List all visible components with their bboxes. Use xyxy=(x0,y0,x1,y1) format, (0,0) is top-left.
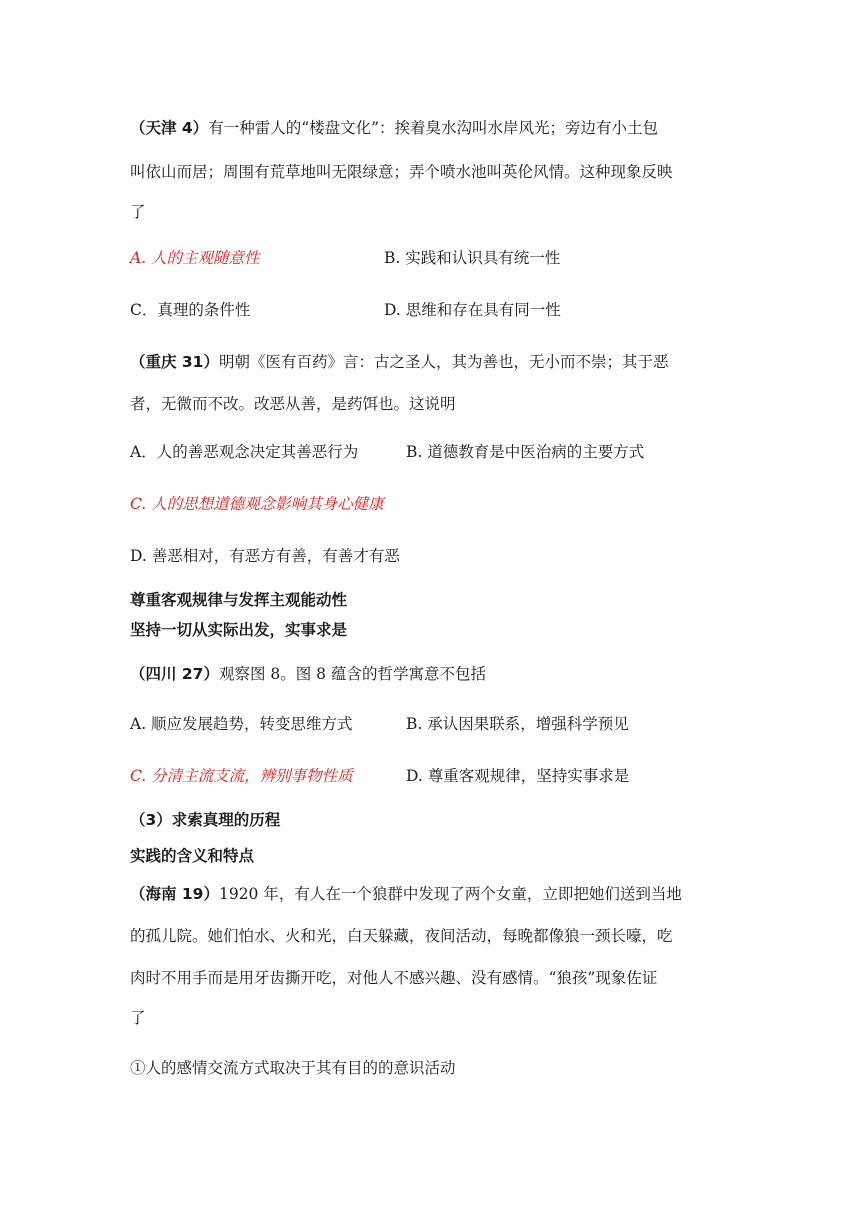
q3-option-c: C. 分清主流支流，辨别事物性质 xyxy=(130,767,353,785)
q1-line1 xyxy=(130,118,658,138)
q3-line1 xyxy=(130,664,486,684)
q1-option-b: B. 实践和认识具有统一性 xyxy=(384,249,561,267)
q4-line4: 了 xyxy=(130,1009,146,1027)
q4-item-1: ①人的感情交流方式取决于其有目的的意识活动 xyxy=(130,1059,456,1077)
q1-text-1: 有一种雷人的“楼盘文化”：挨着臭水沟叫水岸风光；旁边有小土包 xyxy=(208,119,659,137)
q4-line1 xyxy=(130,884,682,904)
q2-source: （重庆 31） xyxy=(130,353,219,371)
q4-line2: 的孤儿院。她们怕水、火和光，白天躲藏，夜间活动，每晚都像狼一颈长嚎，吃 xyxy=(130,927,673,945)
q2-option-a: A．人的善恶观念决定其善恶行为 xyxy=(130,443,359,461)
q1-source: （天津 4） xyxy=(130,119,209,137)
q3-text-1: 观察图 8。图 8 蕴含的哲学寓意不包括 xyxy=(218,665,486,683)
section-heading-2: 坚持一切从实际出发，实事求是 xyxy=(130,621,348,639)
section-heading-1: 尊重客观规律与发挥主观能动性 xyxy=(130,591,348,609)
q1-option-a: A. 人的主观随意性 xyxy=(130,249,260,267)
q2-line2: 者，无微而不改。改恶从善，是药饵也。这说明 xyxy=(130,395,456,413)
q3-option-a: A. 顺应发展趋势，转变思维方式 xyxy=(130,715,353,733)
q2-option-b: B. 道德教育是中医治病的主要方式 xyxy=(406,443,645,461)
q4-text-1: 1920 年，有人在一个狼群中发现了两个女童，立即把她们送到当地 xyxy=(218,885,682,903)
q2-text-1: 明朝《医有百药》言：古之圣人，其为善也，无小而不崇；其于恶 xyxy=(218,353,669,371)
q3-source: （四川 27） xyxy=(130,665,219,683)
q2-option-d: D. 善恶相对，有恶方有善，有善才有恶 xyxy=(130,547,400,565)
q3-option-d: D. 尊重客观规律，坚持实事求是 xyxy=(406,767,630,785)
q1-line3: 了 xyxy=(130,203,146,221)
q1-option-d: D. 思维和存在具有同一性 xyxy=(384,301,561,319)
section-heading-3: （3）求索真理的历程 xyxy=(130,811,281,829)
q2-option-c: C. 人的思想道德观念影响其身心健康 xyxy=(130,495,384,513)
section-heading-4: 实践的含义和特点 xyxy=(130,847,255,865)
q4-line3: 肉时不用手而是用牙齿撕开吃，对他人不感兴趣、没有感情。“狼孩”现象佐证 xyxy=(130,969,658,987)
q1-option-c: C．真理的条件性 xyxy=(130,301,251,319)
q4-source: （海南 19） xyxy=(130,885,219,903)
q3-option-b: B. 承认因果联系，增强科学预见 xyxy=(406,715,629,733)
q1-line2: 叫依山而居；周围有荒草地叫无限绿意；弄个喷水池叫英伦风情。这种现象反映 xyxy=(130,163,673,181)
q2-line1 xyxy=(130,352,668,372)
